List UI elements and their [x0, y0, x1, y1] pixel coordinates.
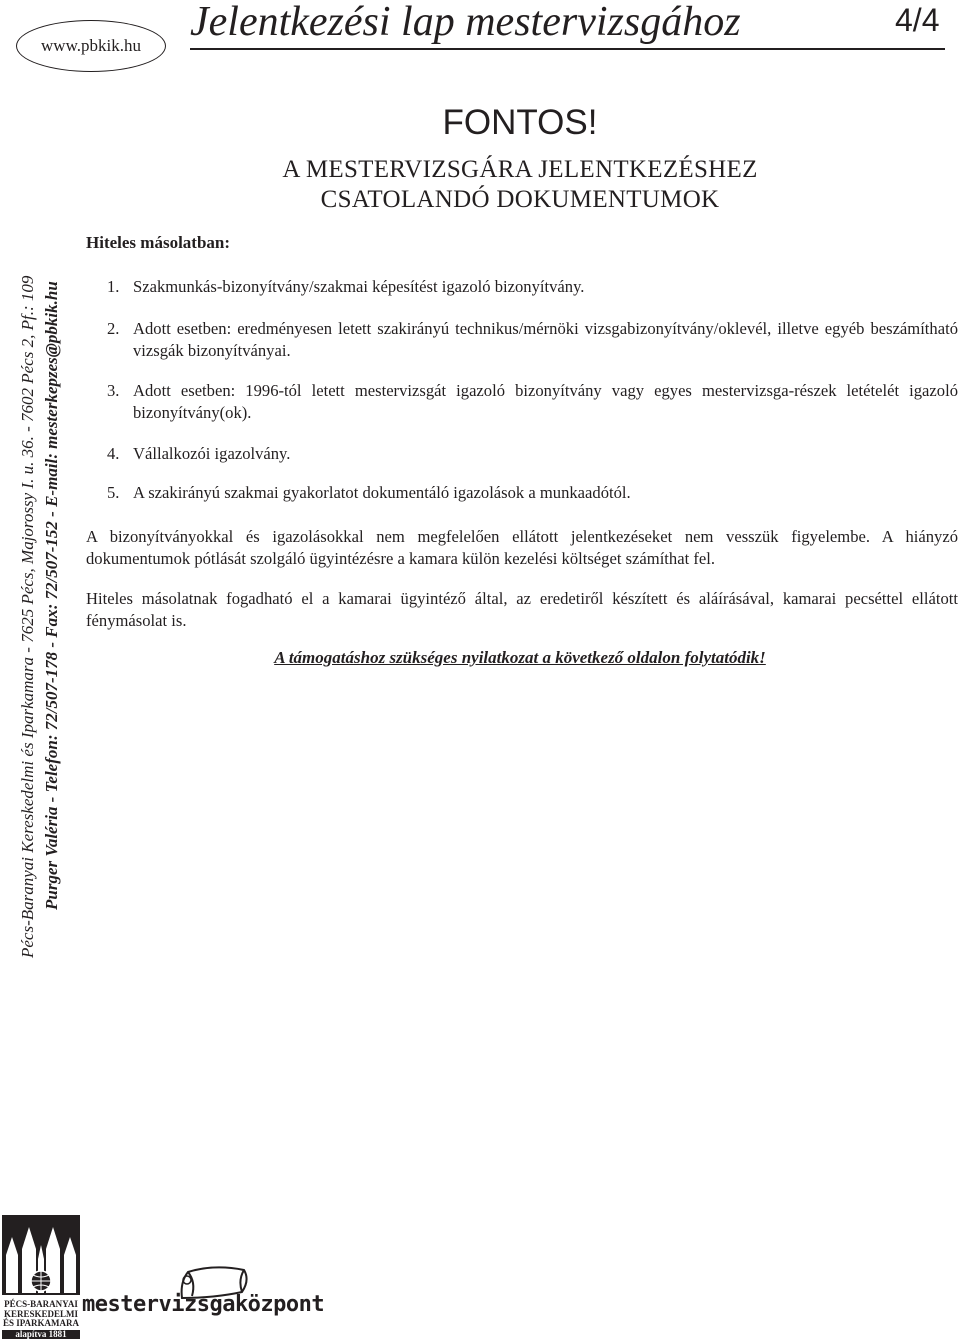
list-item-text: Szakmunkás-bizonyítvány/szakmai képesítést igazoló bizonyítvány. — [133, 277, 585, 296]
document-title: Jelentkezési lap mestervizsgához — [190, 0, 741, 45]
note-paragraph-1: A bizonyítványokkal és igazolásokkal nem megfelelően ellátott jelentkezéseket nem vesszük figyelembe. A hiányzó dokumentumok pótlását szolgáló ügyintézésre a kamara külön kezelési költséget számíthat fel. — [86, 527, 958, 568]
list-item-text: Adott esetben: 1996-tól letett mestervizsgát igazoló bizonyítvány vagy egyes mestervizsga-részek letételét igazoló bizonyítvány(ok). — [133, 381, 958, 422]
chamber-logo — [2, 1215, 80, 1339]
list-item-number: 4. — [107, 444, 120, 463]
page-number: 4/4 — [895, 2, 940, 38]
chamber-logo-text: PÉCS-BARANYAI KERESKEDELMI ÉS IPARKAMARA alapítva 1881 — [2, 1299, 80, 1339]
website-link[interactable]: www.pbkik.hu — [16, 20, 166, 72]
list-item-number: 3. — [107, 381, 120, 400]
list-item — [107, 443, 958, 465]
sidebar-address: Pécs-Baranyai Kereskedelmi és Iparkamara - 7625 Pécs, Majorossy I. u. 36. - 7602 Pécs 2, Pf.: 109 — [18, 275, 37, 958]
mestervizsga-kozpont-text: mestervizsgaközpont — [82, 1292, 325, 1317]
list-item-number: 5. — [107, 483, 120, 502]
list-item — [107, 318, 958, 362]
list-item-number: 1. — [107, 277, 120, 296]
list-item — [107, 380, 958, 424]
list-item-text: Vállalkozói igazolvány. — [133, 444, 291, 463]
list-item-number: 2. — [107, 319, 120, 338]
list-item-text: A szakirányú szakmai gyakorlatot dokumentáló igazolások a munkaadótól. — [133, 483, 631, 502]
mestervizsga-kozpont-logo — [82, 1262, 325, 1334]
section-heading-line-1: A MESTERVIZSGÁRA JELENTKEZÉSHEZ — [282, 156, 758, 183]
header-rule — [190, 48, 945, 50]
continuation-note: A támogatáshoz szükséges nyilatkozat a következő oldalon folytatódik! — [274, 648, 766, 667]
sidebar-contact: Purger Valéria - Telefon: 72/507-178 - Fax: 72/507-152 - E-mail: mesterkepzes@pbkik.hu — [42, 281, 61, 910]
certified-copy-label: Hiteles másolatban: — [86, 233, 231, 252]
list-item — [107, 482, 958, 504]
section-heading-line-2: CSATOLANDÓ DOKUMENTUMOK — [320, 186, 720, 213]
note-paragraph-2: Hiteles másolatnak fogadható el a kamarai ügyintéző által, az eredetiről készített és aláírásával, kamarai pecséttel ellátott fénymásolat is. — [86, 589, 958, 630]
list-item — [107, 276, 958, 298]
important-heading: FONTOS! — [442, 103, 598, 142]
list-item-text: Adott esetben: eredményesen letett szakirányú technikus/mérnöki vizsgabizonyítvány/oklevél, illetve egyéb beszámítható vizsgák bizonyítványai. — [133, 319, 958, 360]
chamber-towers-icon — [2, 1215, 80, 1295]
